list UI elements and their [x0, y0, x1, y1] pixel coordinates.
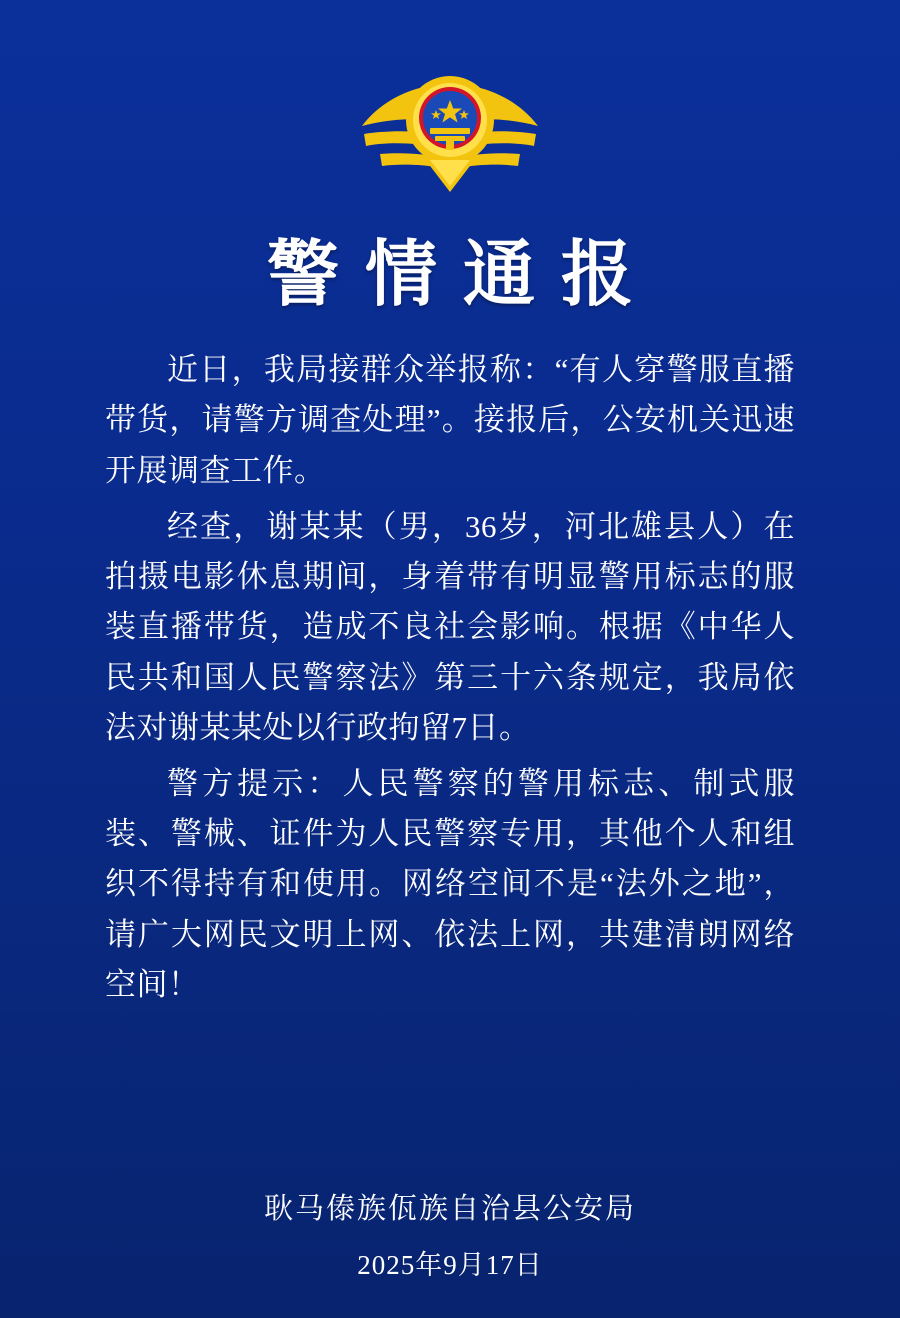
notice-paragraph-2: 经查，谢某某（男，36岁，河北雄县人）在拍摄电影休息期间，身着带有明显警用标志的服装直播带货，造成不良社会影响。根据《中华人民共和国人民警察法》第三十六条规定，我局依法对谢某某处以行政拘留7日。: [105, 508, 795, 745]
issue-date: 2025年9月17日: [357, 1250, 543, 1280]
notice-footer: [0, 1186, 900, 1282]
issuing-organization: 耿马傣族佤族自治县公安局: [263, 1193, 636, 1225]
page-title: 警情通报: [266, 235, 659, 315]
notice-body: [105, 345, 795, 1016]
notice-paragraph-3: 警方提示：人民警察的警用标志、制式服装、警械、证件为人民警察专用，其他个人和组织不得持有和使用。网络空间不是“法外之地”，请广大网民文明上网、依法上网，共建清朗网络空间！: [105, 765, 795, 1002]
china-police-badge-icon: [350, 58, 550, 208]
notice-paragraph-1: 近日，我局接群众举报称：“有人穿警服直播带货，请警方调查处理”。接报后，公安机关迅速开展调查工作。: [105, 352, 795, 488]
